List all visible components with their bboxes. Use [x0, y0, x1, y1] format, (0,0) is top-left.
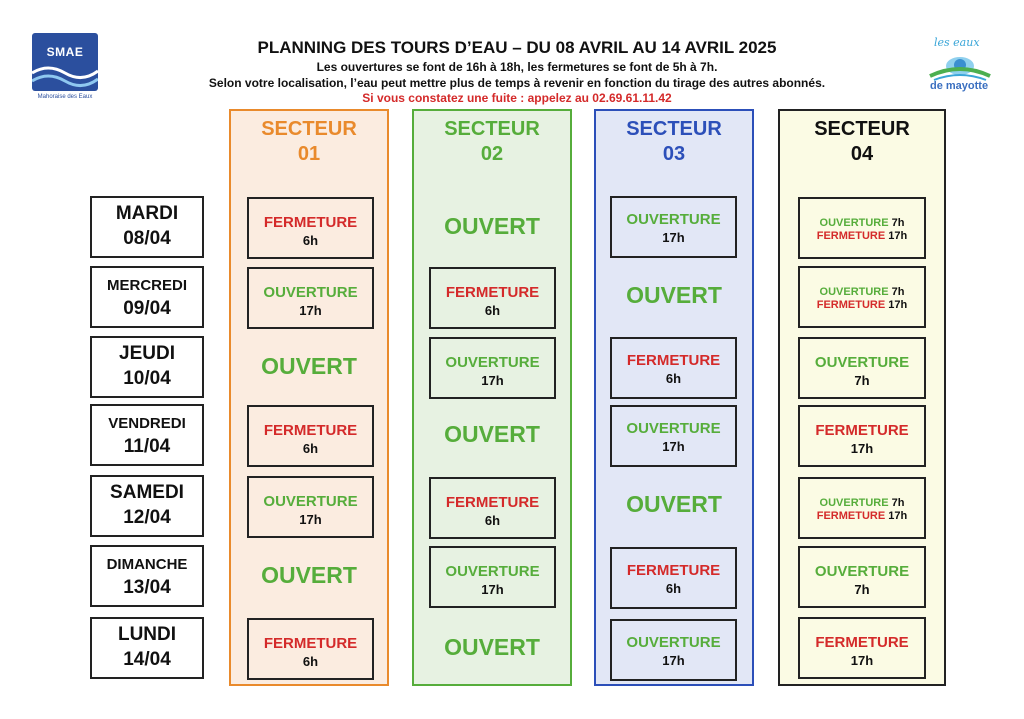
info-line-1: Les ouvertures se font de 16h à 18h, les fermetures se font de 5h à 7h. [316, 60, 718, 74]
wave-icon [32, 33, 98, 91]
closing-time: 17h [888, 230, 908, 242]
closing-time: 6h [302, 654, 319, 669]
opening-label: OUVERTURE [819, 286, 889, 298]
open-status: OUVERT [444, 421, 540, 447]
open-status: OUVERT [444, 634, 540, 660]
schedule-cell-opening [247, 267, 374, 329]
schedule-cell-open-close [798, 477, 926, 539]
schedule-cell-open-close [798, 266, 926, 328]
closing-time: 6h [665, 371, 682, 386]
sector-number: 01 [297, 143, 321, 165]
schedule-cell-closing [429, 267, 556, 329]
opening-line [800, 286, 924, 299]
opening-time: 17h [662, 439, 685, 454]
day-date: 14/04 [123, 649, 171, 670]
schedule-cell-closing [247, 197, 374, 259]
sector-03-header [596, 117, 752, 167]
schedule-cell-open [596, 474, 752, 536]
page-title: PLANNING DES TOURS D’EAU – DU 08 AVRIL AU 14 AVRIL 2025 [257, 38, 777, 57]
schedule-cell-opening [798, 337, 926, 399]
schedule-cell-closing [247, 618, 374, 680]
eaux-de-mayotte-logo [922, 36, 996, 98]
day-date: 13/04 [123, 577, 171, 598]
schedule-cell-closing [798, 405, 926, 467]
schedule-cell-opening [247, 476, 374, 538]
opening-line [800, 497, 924, 510]
closing-line [800, 510, 924, 523]
closing-time: 17h [888, 299, 908, 311]
schedule-cell-opening [610, 196, 737, 258]
open-status: OUVERT [261, 562, 357, 588]
closing-time: 17h [850, 441, 874, 456]
schedule-cell-open [414, 196, 570, 258]
opening-time: 17h [481, 582, 504, 597]
day-name: VENDREDI [108, 415, 186, 432]
day-label-sunday [90, 545, 204, 607]
schedule-cell-opening [798, 546, 926, 608]
day-label-thursday [90, 336, 204, 398]
sector-01-header [231, 117, 387, 167]
open-status: OUVERT [444, 213, 540, 239]
schedule-cell-opening [610, 405, 737, 467]
opening-time: 7h [891, 286, 905, 298]
open-status: OUVERT [626, 282, 722, 308]
day-label-wednesday [90, 266, 204, 328]
smae-logo-box [32, 33, 98, 91]
day-label-saturday [90, 475, 204, 537]
leak-alert: Si vous constatez une fuite : appelez au 02.69.61.11.42 [362, 91, 672, 105]
sector-label: SECTEUR [814, 118, 910, 140]
schedule-cell-open [231, 545, 387, 607]
closing-label: FERMETURE [445, 494, 540, 511]
opening-label: OUVERTURE [819, 497, 889, 509]
day-date: 09/04 [123, 298, 171, 319]
day-name: DIMANCHE [106, 556, 188, 573]
day-date: 12/04 [123, 507, 171, 528]
closing-label: FERMETURE [263, 422, 358, 439]
schedule-cell-closing [610, 337, 737, 399]
day-name: JEUDI [119, 343, 175, 364]
day-label-monday [90, 617, 204, 679]
day-name: SAMEDI [110, 482, 184, 503]
sector-label: SECTEUR [626, 118, 722, 140]
opening-time: 7h [854, 373, 870, 388]
opening-time: 7h [854, 582, 870, 597]
sector-label: SECTEUR [444, 118, 540, 140]
opening-label: OUVERTURE [445, 354, 540, 371]
opening-label: OUVERTURE [814, 354, 910, 371]
info-line-2: Selon votre localisation, l’eau peut mettre plus de temps à revenir en fonction du tirage des autres abonnés. [208, 76, 826, 90]
day-name: MARDI [115, 203, 179, 224]
schedule-cell-opening [429, 337, 556, 399]
day-name: LUNDI [117, 624, 177, 645]
logo-line-1: les eaux [934, 36, 980, 49]
opening-label: OUVERTURE [263, 284, 358, 301]
schedule-cell-open [231, 336, 387, 398]
sector-04-header [780, 117, 944, 167]
closing-time: 6h [302, 441, 319, 456]
opening-label: OUVERTURE [626, 634, 721, 651]
open-status: OUVERT [261, 353, 357, 379]
sector-label: SECTEUR [261, 118, 357, 140]
closing-label: FERMETURE [626, 562, 721, 579]
opening-label: OUVERTURE [445, 563, 540, 580]
opening-time: 17h [299, 512, 322, 527]
schedule-cell-open [596, 265, 752, 327]
closing-label: FERMETURE [816, 299, 886, 311]
closing-label: FERMETURE [263, 214, 358, 231]
opening-time: 17h [299, 303, 322, 318]
closing-label: FERMETURE [626, 352, 721, 369]
smae-logo [32, 33, 98, 103]
closing-time: 6h [484, 303, 501, 318]
closing-line [800, 230, 924, 243]
day-name: MERCREDI [106, 277, 187, 294]
closing-label: FERMETURE [816, 230, 886, 242]
opening-time: 17h [662, 230, 685, 245]
sector-number: 02 [480, 143, 504, 165]
smae-logo-text: SMAE [46, 45, 84, 59]
closing-label: FERMETURE [445, 284, 540, 301]
day-label-tuesday [90, 196, 204, 258]
schedule-cell-opening [429, 546, 556, 608]
opening-time: 17h [481, 373, 504, 388]
open-status: OUVERT [626, 491, 722, 517]
opening-label: OUVERTURE [814, 563, 910, 580]
schedule-cell-open [414, 617, 570, 679]
sector-02-header [414, 117, 570, 167]
closing-label: FERMETURE [816, 510, 886, 522]
day-date: 08/04 [123, 228, 171, 249]
opening-label: OUVERTURE [263, 493, 358, 510]
opening-time: 7h [891, 497, 905, 509]
schedule-cell-open [414, 404, 570, 466]
opening-time: 17h [662, 653, 685, 668]
opening-line [800, 217, 924, 230]
closing-label: FERMETURE [815, 634, 909, 651]
smae-tagline: Mahoraise des Eaux [37, 94, 93, 100]
closing-label: FERMETURE [815, 422, 909, 439]
closing-line [800, 299, 924, 312]
opening-time: 7h [891, 217, 905, 229]
closing-label: FERMETURE [263, 635, 358, 652]
schedule-cell-closing [247, 405, 374, 467]
sector-number: 04 [850, 143, 874, 165]
opening-label: OUVERTURE [819, 217, 889, 229]
closing-time: 17h [888, 510, 908, 522]
closing-time: 6h [302, 233, 319, 248]
opening-label: OUVERTURE [626, 420, 721, 437]
schedule-cell-opening [610, 619, 737, 681]
closing-time: 6h [484, 513, 501, 528]
sector-number: 03 [662, 143, 686, 165]
closing-time: 17h [850, 653, 874, 668]
schedule-cell-closing [798, 617, 926, 679]
day-date: 11/04 [123, 436, 171, 457]
day-label-friday [90, 404, 204, 466]
schedule-cell-closing [429, 477, 556, 539]
logo-line-2: de mayotte [930, 80, 989, 92]
closing-time: 6h [665, 581, 682, 596]
opening-label: OUVERTURE [626, 211, 721, 228]
schedule-cell-open-close [798, 197, 926, 259]
schedule-cell-closing [610, 547, 737, 609]
day-date: 10/04 [123, 368, 171, 389]
